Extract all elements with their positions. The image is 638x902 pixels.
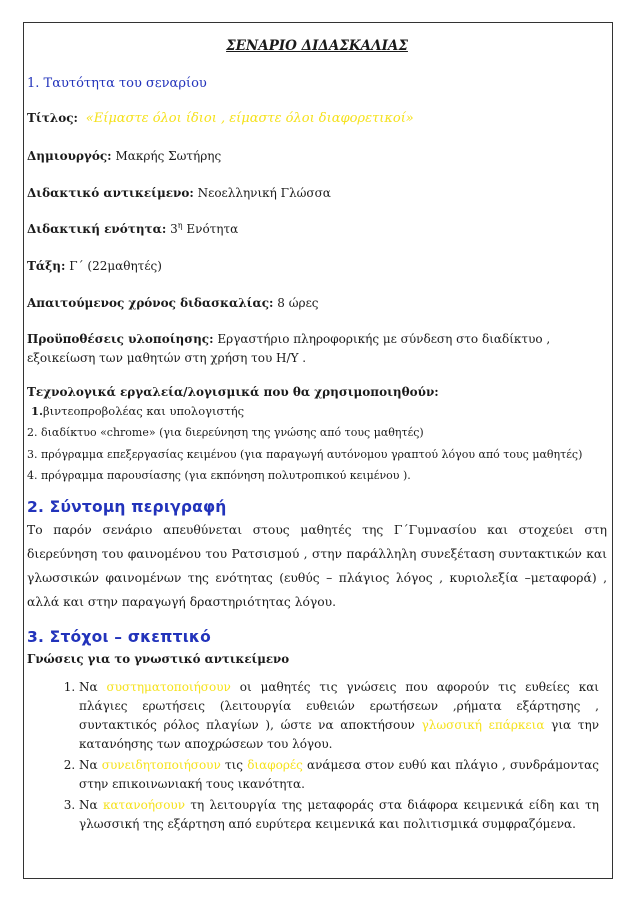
section-3-heading: 3. Στόχοι – σκεπτικό [27, 627, 211, 646]
tool-item [27, 468, 607, 483]
field-unit-sup: η [177, 221, 183, 231]
tool-item [31, 403, 607, 419]
field-creator-label: Δημιουργός: [27, 149, 112, 164]
tool-item-number: 4. [27, 469, 38, 483]
tool-item [27, 425, 607, 440]
field-creator [27, 147, 607, 166]
goal-text: τη λειτουργία της μεταφοράς στα διάφορα κειμενικά είδη και τη γλωσσική της εξάρτηση από ευρύτερα κειμενικά και πολιτισμικά συμφραζόμενα. [79, 797, 600, 831]
field-class-value: Γ΄ (22μαθητές) [69, 258, 162, 273]
tool-item-text: βιντεοπροβολέας και υπολογιστής [43, 404, 245, 419]
field-title-value: «Είμαστε όλοι ίδιοι , είμαστε όλοι διαφορετικοί» [85, 111, 414, 126]
section-1-heading: 1. Ταυτότητα του σεναρίου [27, 76, 207, 91]
goal-item [79, 756, 599, 794]
tool-item-number: 1. [31, 404, 44, 419]
goal-highlight: συστηματοποιήσουν [106, 679, 231, 694]
field-time [27, 294, 607, 313]
goal-item [79, 678, 599, 754]
goal-highlight: διαφορές [247, 757, 303, 772]
document-body [27, 38, 607, 836]
goal-item [79, 796, 599, 834]
goal-text: τις [220, 757, 248, 772]
field-class-label: Τάξη: [27, 258, 66, 273]
goals-list [27, 678, 599, 834]
field-subject-label: Διδακτικό αντικείμενο: [27, 185, 194, 200]
section-2-heading: 2. Σύντομη περιγραφή [27, 497, 227, 516]
field-prereq-value: Εργαστήριο πληροφορικής με σύνδεση στο διαδίκτυο , εξοικείωση των μαθητών στη χρήση του Η/Υ . [27, 332, 551, 365]
field-unit-value: Ενότητα [186, 222, 239, 237]
section-2-text: Το παρόν σενάριο απευθύνεται στους μαθητές της Γ΄Γυμνασίου και στοχεύει στη διερεύνηση του φαινομένου του Ρατσισμού , στην παράλληλη συνεξέταση συντακτικών και γλωσσικών φαινομένων της ενότητας (ευθύς – πλάγιος λόγος , κυριολεξία –μεταφορά) , αλλά και στην παραγωγή δραστηριότητας λόγου. [27, 522, 607, 609]
tool-item [27, 447, 607, 462]
tool-item-number: 3. [27, 447, 38, 461]
field-class [27, 257, 607, 276]
field-prereq [27, 330, 607, 367]
field-time-label: Απαιτούμενος χρόνος διδασκαλίας: [27, 295, 274, 310]
goal-text: για την κατανόησης των αποχρώσεων του λόγου. [79, 717, 599, 751]
goal-highlight: συνειδητοποιήσουν [101, 757, 221, 772]
field-unit-label: Διδακτική ενότητα: [27, 222, 167, 237]
goal-text: ανάμεσα στον ευθύ και πλάγιο , συνδράμοντας στην επικοινωνιακή τους ικανότητα. [79, 757, 599, 791]
document-title: ΣΕΝΑΡΙΟ ΔΙΔΑΣΚΑΛΙΑΣ [226, 38, 408, 54]
field-creator-value: Μακρής Σωτήρης [115, 149, 222, 164]
goal-text: Να [79, 797, 103, 812]
field-title [27, 109, 607, 129]
tool-item-number: 2. [27, 426, 38, 440]
field-title-label: Τίτλος: [27, 111, 78, 125]
field-unit [27, 220, 607, 239]
field-subject [27, 184, 607, 203]
field-unit-number: 3 [170, 222, 178, 237]
goal-text: οι μαθητές τις γνώσεις που αφορούν τις ευθείες και πλάγιες ερωτήσεις (λειτουργία ευθειών ερωτήσεων ,ρήματα εξάρτησης , συντακτικός ρόλος πλαγίων ), ώστε να αποκτήσουν [79, 679, 600, 732]
goal-highlight: κατανοήσουν [102, 797, 186, 812]
field-prereq-label: Προϋποθέσεις υλοποίησης: [27, 332, 214, 347]
tool-item-text: πρόγραμμα επεξεργασίας κειμένου (για παραγωγή αυτόνομου γραπτού λόγου από τους μαθητές) [41, 447, 583, 461]
tool-item-text: διαδίκτυο «chrome» (για διερεύνηση της γνώσης από τους μαθητές) [41, 426, 424, 440]
field-subject-value: Νεοελληνική Γλώσσα [197, 185, 331, 200]
tools-heading: Τεχνολογικά εργαλεία/λογισμικά που θα χρησιμοποιηθούν: [27, 385, 439, 400]
knowledge-heading: Γνώσεις για το γνωστικό αντικείμενο [27, 651, 290, 666]
field-time-value: 8 ώρες [277, 295, 319, 310]
goal-highlight: γλωσσική επάρκεια [421, 717, 545, 732]
goal-text: Να [79, 679, 107, 694]
goal-text: Να [79, 757, 102, 772]
tool-item-text: πρόγραμμα παρουσίασης (για εκπόνηση πολυτροπικού κειμένου ). [41, 469, 411, 483]
